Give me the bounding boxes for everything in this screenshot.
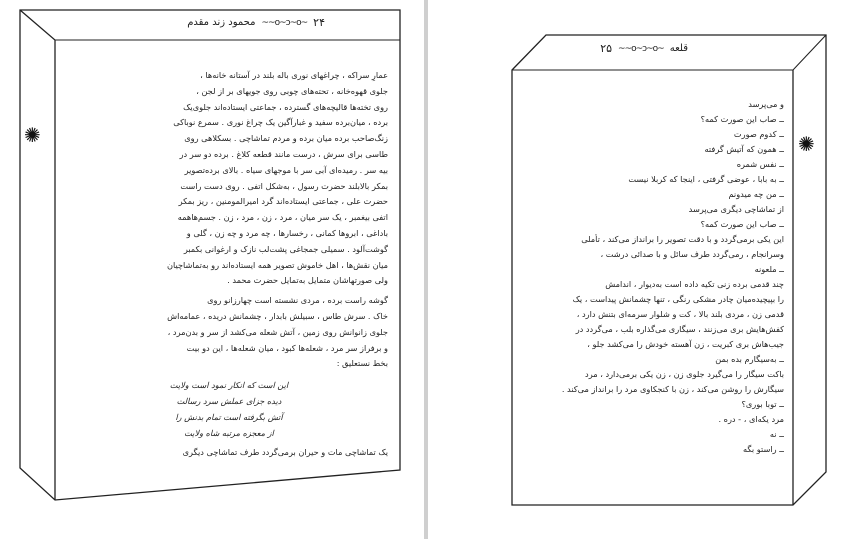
page-number: ۲۴	[313, 16, 325, 29]
text-line: طاسی برای سرش ، درست مانند قطعه کلاغ . برده دو سر در	[179, 148, 388, 159]
text-line: ــ صاب این صورت کمه؟	[700, 219, 784, 229]
ornament: ~o~ɔ~o~~	[618, 43, 664, 54]
text-line: و می‌پرسد	[748, 99, 784, 109]
right-page	[428, 0, 846, 539]
text-line: میان نقش‌ها ، اهل خاموش تصویر همه ایستاده‌اند رو به‌تماشاچیان	[167, 259, 388, 270]
poem-line: دیده جزای عملش سرد رسالت	[176, 395, 282, 406]
left-body-text	[70, 70, 388, 463]
text-line: عمارِ سراکه ، چراغهای نوری باله بلند در آستانه خانه‌ها ،	[200, 70, 388, 80]
text-line: ــ به‌سیگارم بده بمن	[715, 354, 784, 364]
text-line: زنگ‌صاحب برده میان برده و مردم تماشاچی . بسکلاهی روی	[184, 133, 388, 144]
text-line: باکت سیگار را می‌گیرد جلوی زن ، زن یکی برمی‌دارد ، مرد	[585, 369, 784, 379]
text-line: ــ صاب این صورت کمه؟	[700, 114, 784, 124]
running-head: قلعه	[669, 43, 688, 54]
text-line: بمکر بالابلند حضرت رسول ، به‌شکل اتفی . روی دست راست	[180, 180, 388, 191]
text-line: جلوی زانوانش روی زمین ، آتش شعله می‌کشد از سر و بدن‌مرد ،	[167, 326, 388, 337]
page-number: ۲۵	[600, 42, 613, 55]
text-line: اتفی بیغمبر ، یک سر میان ، مرد ، زن ، مرد ، زن . جسم‌هاهمه	[177, 212, 388, 223]
poem-line: از معجزه مرتبه شاه ولایت	[184, 427, 274, 438]
text-line: ــ کدوم صورت	[733, 129, 784, 139]
text-line: قدمی زن ، مردی بلند بالا ، کت و شلوار سرمه‌ای بتنش دارد ،	[576, 309, 784, 319]
text-line: گوشه راست برده ، مردی نشسته است چهارزانو روی	[207, 295, 388, 306]
text-line: بیه سر . رمیده‌ای آبی سر با موجهای سیاه . بالای برده‌تصویر	[184, 164, 388, 175]
left-running-header	[135, 16, 325, 29]
paragraph-2	[70, 295, 388, 374]
text-line: خاک . سرش طاس ، سبیلش بابدار ، چشمانش دریده ، عمامه‌اش	[167, 310, 388, 321]
ornament: ~o~ɔ~o~~	[261, 17, 308, 28]
poem-line: آتش بگرفته است تمام بدنش را	[175, 411, 283, 422]
text-line: و برفراز سر مرد ، شعله‌ها کبود ، میان شعله‌ها ، این دو بیت	[186, 342, 388, 353]
swirl-ornament-icon: ✺	[24, 123, 41, 147]
text-line: سیگارش را روشن می‌کند ، زن با کنجکاوی مرد را برانداز می‌کند .	[561, 384, 784, 394]
text-line: ــ نه	[769, 429, 784, 439]
text-line: ولی صورتهاشان متمایل به‌تمایل حضرت محمد .	[227, 275, 388, 286]
text-line: ــ من چه میدونم	[728, 189, 784, 199]
text-line: از تماشاچی دیگری می‌پرسد	[688, 204, 784, 214]
closing-line: یک تماشاچی مات و حیران برمی‌گردد طرف تماشاچی دیگری	[182, 447, 388, 458]
text-line: جلوی قهوه‌خانه ، تحته‌های چوبی روی جویهای بر از لجن ،	[196, 85, 388, 96]
text-line: گوشت‌آلود . سمیلی جمجاغی پشت‌لب نازک و ارغوانی بکمبر	[183, 243, 388, 254]
text-line: را بپیچیده‌میان چادر مشکی رنگی ، تنها چشمانش پیداست ، یک	[572, 294, 784, 304]
text-line: ــ به بابا ، عوضی گرفتی ، اینجا که کربلا نیست	[628, 174, 784, 184]
text-line: باداغی ، ابروها کمانی ، رخسارها ، چه مرد و چه زن ، گلی و	[186, 227, 388, 238]
poem	[70, 380, 388, 443]
text-line: ــ توبا بوری؟	[741, 399, 784, 409]
paragraph-1	[70, 70, 388, 291]
text-line: وسرانجام ، رمی‌گردد طرف سائل و با صدائی درشت ،	[600, 249, 784, 259]
running-head: محمود زند مقدم	[187, 17, 256, 28]
text-line: مرد یکه‌ای ، - دره .	[718, 414, 784, 424]
right-body-text	[522, 99, 784, 459]
text-line: چند قدمی برده زنی تکیه داده است به‌دیوار ، اندامش	[605, 279, 784, 289]
text-line: ــ همون که آتیش گرفته	[704, 144, 784, 154]
text-line: ــ ملعونه	[754, 264, 784, 274]
text-line: روی تخته‌ها قالیچه‌های گسترده ، جماعتی ایستاده‌اند جلوی‌یک	[183, 101, 388, 112]
text-line: حضرت علی ، جماعتی ایستاده‌اند گرد امیرالمومنین ، ریز بمکر	[178, 196, 388, 207]
poem-line: این است که انکار نمود است ولایت	[169, 380, 289, 391]
text-line: ــ نفس شمره	[736, 159, 784, 169]
text-line: ــ راستو بگه	[743, 444, 784, 454]
swirl-ornament-icon: ✺	[798, 132, 815, 156]
text-line: کفش‌هایش بری می‌زنند ، سیگاری می‌گذاره بلب ، می‌گردد در	[575, 324, 784, 334]
text-line: بخط نستعلیق :	[336, 358, 388, 369]
text-line: جیب‌هاش بری کبریت ، زن آهسته خودش را می‌کشد جلو ،	[587, 339, 784, 349]
text-line: این یکی برمی‌گردد و با دقت تصویر را برانداز می‌کند ، تأملی	[581, 234, 784, 244]
text-line: برده ، میان‌برده سفید و غبارآگین یک چراغ نوری . سمرع نوباکی	[173, 117, 388, 128]
right-running-header	[528, 42, 688, 55]
